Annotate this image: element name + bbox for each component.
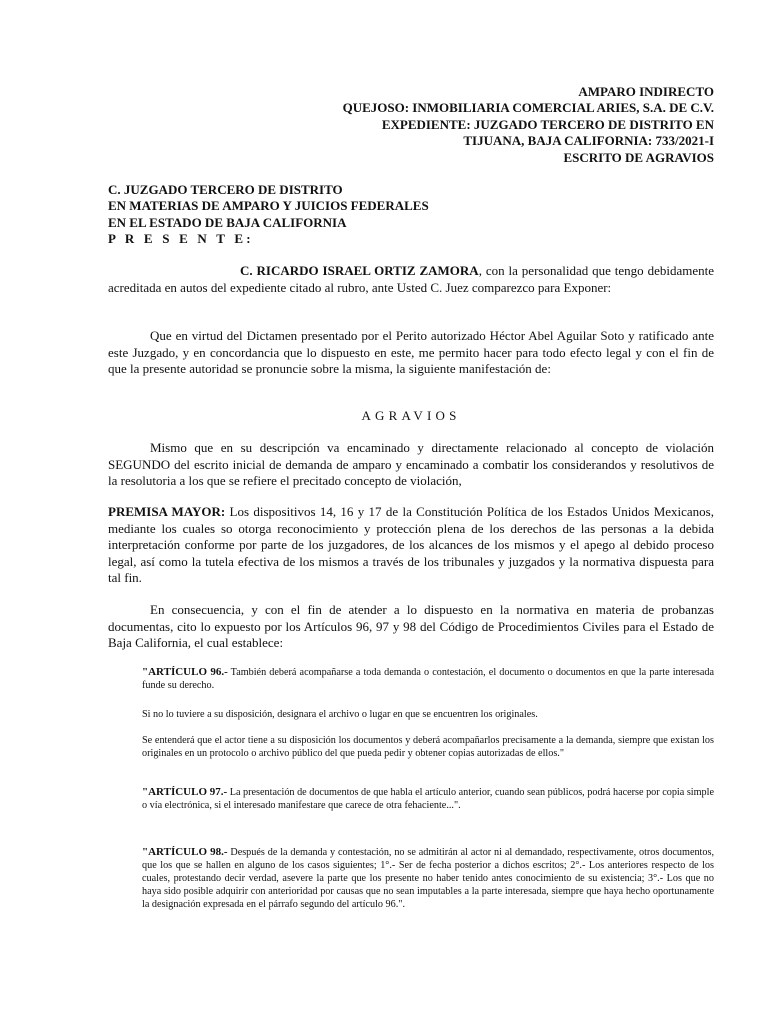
premisa-paragraph xyxy=(108,504,714,587)
intro-paragraph xyxy=(108,263,714,296)
recipient-matter: EN MATERIAS DE AMPARO Y JUICIOS FEDERALES xyxy=(108,198,429,214)
premisa-label: PREMISA MAYOR: xyxy=(108,504,226,519)
dictamen-paragraph: Que en virtud del Dictamen presentado por el Perito autorizado Héctor Abel Aguilar Soto y ratificado ante este Juzgado, y en concordancia que lo dispuesto en este, me permito hacer para todo efecto legal y con el fin de que la presente autoridad se pronuncie sobre la misma, la siguiente manifestación de: xyxy=(108,328,714,377)
recipient-court: C. JUZGADO TERCERO DE DISTRITO xyxy=(108,182,343,197)
agravios-heading: AGRAVIOS xyxy=(361,408,461,423)
article-98-label: "ARTÍCULO 98.- xyxy=(142,846,228,858)
article-96-label: "ARTÍCULO 96.- xyxy=(142,666,228,678)
article-96-third-paragraph: Se entenderá que el actor tiene a su disposición los documentos y deberá acompañarlos precisamente a la demanda, siempre que existan los originales en un protocolo o archivo público del que pueda pedir y obtener copias autorizadas de ellos." xyxy=(142,735,714,759)
article-96-text: También deberá acompañarse a toda demanda o contestación, el documento o documentos en que la parte interesada funde su derecho. xyxy=(142,667,715,691)
consecuencia-paragraph: En consecuencia, y con el fin de atender a lo dispuesto en la normativa en materia de probanzas documentas, cito lo expuesto por los Artículos 96, 97 y 98 del Código de Procedimientos Civiles para el Estado de Baja California, el cual establece: xyxy=(108,602,714,651)
petitioner-name: C. RICARDO ISRAEL ORTIZ ZAMORA xyxy=(240,263,479,278)
recipient-state: EN EL ESTADO DE BAJA CALIFORNIA xyxy=(108,214,347,230)
article-96-second-paragraph: Si no lo tuviere a su disposición, designara el archivo o lugar en que se encuentren los originales. xyxy=(142,709,538,720)
header-escrito: ESCRITO DE AGRAVIOS xyxy=(563,149,714,165)
intro-text: , con la personalidad que tengo debidamente acreditada en autos del expediente citado al rubro, ante Usted C. Juez comparezco para Exponer: xyxy=(108,263,714,295)
article-98-quote xyxy=(142,846,714,911)
header-expediente-cont: TIJUANA, BAJA CALIFORNIA: 733/2021-I xyxy=(463,133,714,149)
description-paragraph: Mismo que en su descripción va encaminado y directamente relacionado al concepto de violación SEGUNDO del escrito inicial de demanda de amparo y encaminado a combatir los considerandos y resolutivos de la resolutoria a los que se refiere el precitado concepto de violación, xyxy=(108,440,714,489)
header-expediente: EXPEDIENTE: JUZGADO TERCERO DE DISTRITO EN xyxy=(381,116,714,132)
recipient-block xyxy=(108,182,429,248)
case-header xyxy=(240,84,714,166)
premisa-text: Los dispositivos 14, 16 y 17 de la Constitución Política de los Estados Unidos Mexicanos, mediante los cuales so otorga reconocimiento y protección plena de los derechos de las personas a la debida interpretación conforme por parte de los juzgadores, de los alcances de los mismos y el apego al debido proceso legal, así como la tutela efectiva de los mismos a través de los tribunales y juzgados y la normativa dispuesta para tal fin. xyxy=(108,504,714,586)
article-97-quote xyxy=(142,786,714,812)
header-amparo: AMPARO INDIRECTO xyxy=(578,84,714,99)
article-97-label: "ARTÍCULO 97.- xyxy=(142,786,228,798)
recipient-presente: P R E S E N T E: xyxy=(108,231,254,247)
article-96-quote xyxy=(142,666,714,692)
article-98-text: Después de la demanda y contestación, no se admitirán al actor ni al demandado, respectivamente, otros documentos, que los que se hallen en alguno de los casos siguientes; 1°.- Ser de fecha posterior a dichos escritos; 2°.- Los anteriores respecto de los cuales, protestando decir verdad, asevere la parte que los presente no haber tenido antes conocimiento de su existencia; 3°.- Los que no haya sido posible adquirir con anterioridad por causas que no sean imputables a la parte interesada, siempre que haya hecho oportunamente la designación expresada en el párrafo segundo del artículo 96.". xyxy=(142,847,714,910)
article-97-text: La presentación de documentos de que habla el artículo anterior, cuando sean públicos, podrá hacerse por copia simple o vía electrónica, si el interesado manifestare que carece de otra fehaciente...". xyxy=(142,787,715,811)
header-quejoso: QUEJOSO: INMOBILIARIA COMERCIAL ARIES, S.A. DE C.V. xyxy=(342,100,714,116)
